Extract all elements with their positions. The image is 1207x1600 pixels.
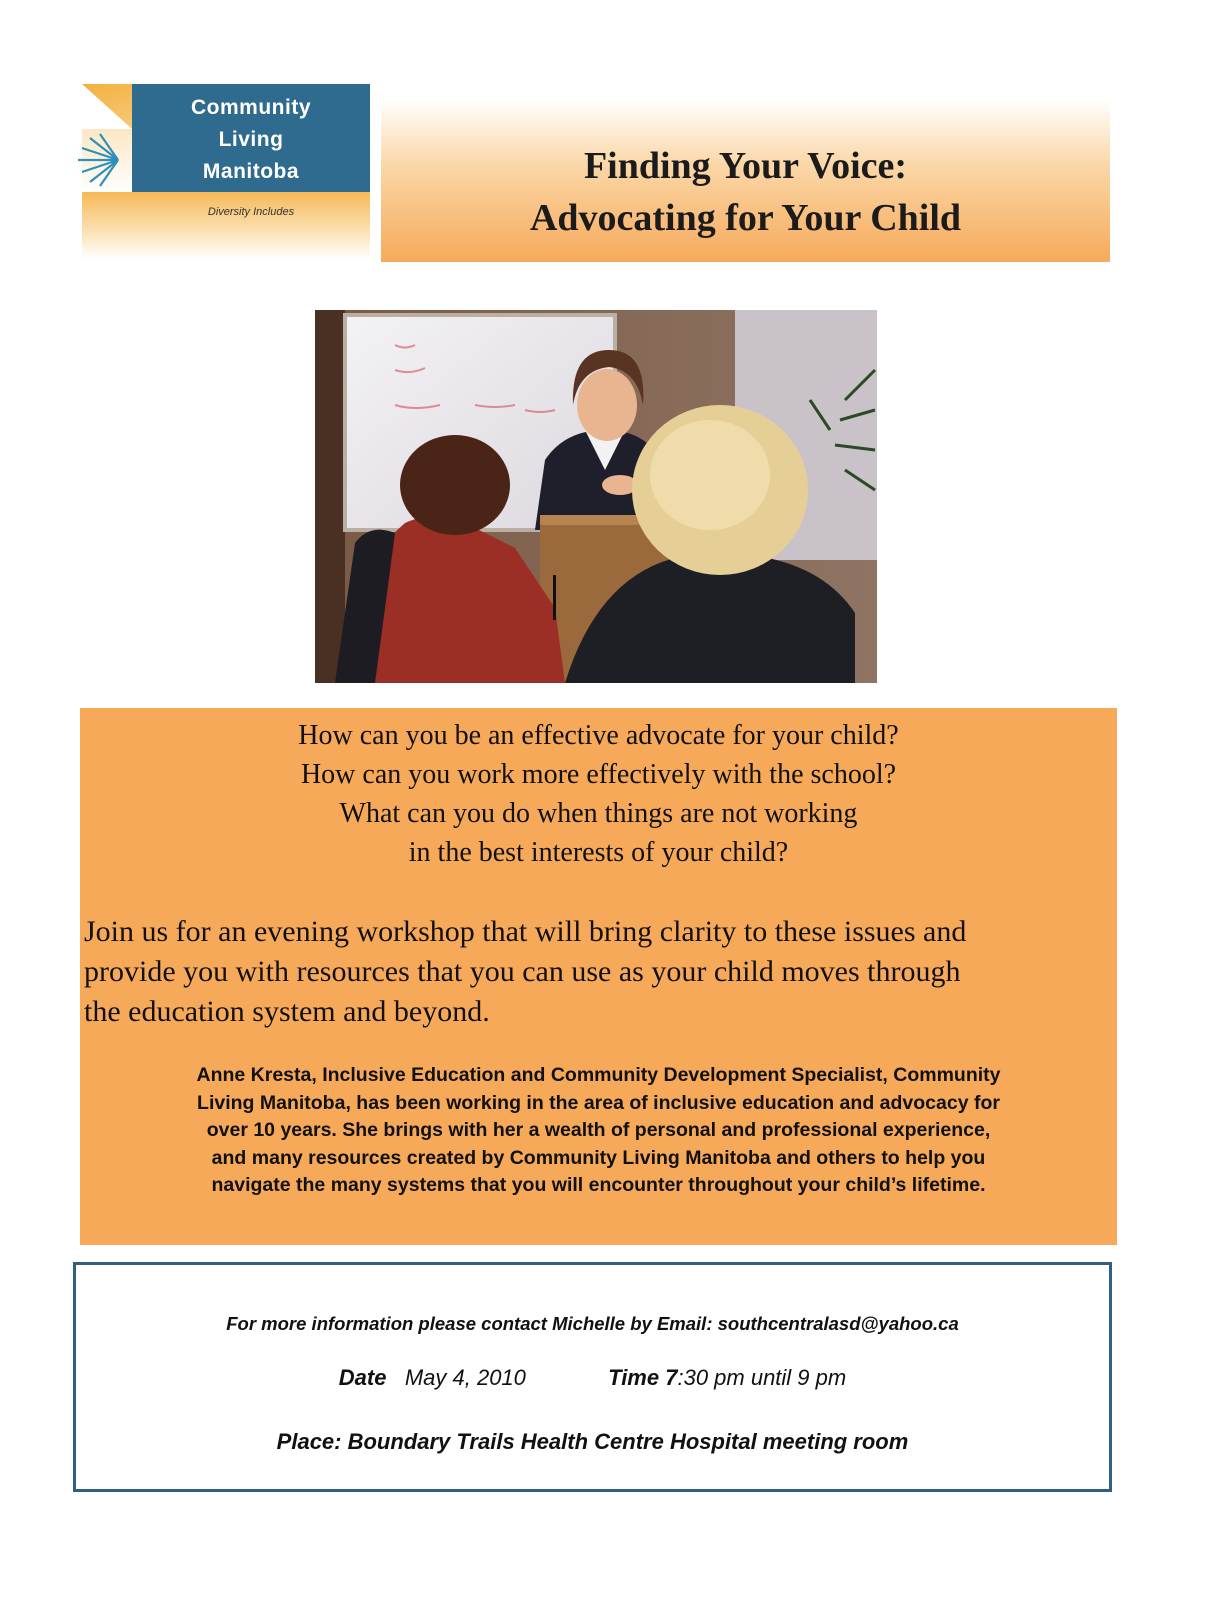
question-line: What can you do when things are not working bbox=[339, 798, 858, 829]
logo-line-manitoba: Manitoba bbox=[202, 160, 300, 183]
community-living-manitoba-logo bbox=[80, 84, 370, 259]
title-line-1: Finding Your Voice: bbox=[583, 145, 908, 187]
workshop-info-panel bbox=[80, 708, 1117, 1245]
presenter-with-audience-illustration bbox=[315, 310, 877, 683]
date-value: May 4, 2010 bbox=[404, 1365, 526, 1390]
place-row: Place: Boundary Trails Health Centre Hospital meeting room bbox=[276, 1429, 909, 1454]
workshop-questions bbox=[80, 716, 1117, 872]
logo-gold-corner bbox=[82, 84, 132, 129]
logo-tagline: Diversity Includes bbox=[207, 206, 295, 218]
question-line: How can you be an effective advocate for your child? bbox=[298, 720, 899, 751]
logo-gold-band bbox=[82, 192, 370, 259]
logo-burst-icon bbox=[74, 132, 122, 188]
presenter-bio bbox=[88, 1062, 1109, 1200]
workshop-invitation bbox=[84, 912, 1109, 1032]
contact-info: For more information please contact Michelle by Email: southcentralasd@yahoo.ca bbox=[226, 1313, 959, 1334]
invite-line: provide you with resources that you can use as your child moves through bbox=[84, 955, 961, 988]
question-line: in the best interests of your child? bbox=[408, 837, 789, 868]
time-label: Time 7 bbox=[608, 1365, 678, 1390]
bio-line: Living Manitoba, has been working in the area of inclusive education and advocacy for bbox=[197, 1091, 1000, 1114]
title-line-2: Advocating for Your Child bbox=[529, 197, 962, 239]
bio-line: and many resources created by Community Living Manitoba and others to help you bbox=[211, 1146, 986, 1169]
logo-line-living: Living bbox=[218, 128, 284, 151]
bio-line: over 10 years. She brings with her a wealth of personal and professional experience, bbox=[206, 1119, 991, 1141]
invite-line: Join us for an evening workshop that will bring clarity to these issues and bbox=[84, 915, 967, 948]
question-line: How can you work more effectively with the school? bbox=[300, 759, 897, 790]
title-banner bbox=[381, 100, 1110, 262]
bio-line: navigate the many systems that you will encounter throughout your child’s lifetime. bbox=[211, 1174, 986, 1196]
bio-line: Anne Kresta, Inclusive Education and Community Development Specialist, Community bbox=[196, 1064, 1001, 1086]
date-time-row bbox=[76, 1365, 1109, 1391]
logo-wordmark bbox=[132, 92, 370, 188]
invite-line: the education system and beyond. bbox=[84, 995, 490, 1028]
time-value: :30 pm until 9 pm bbox=[677, 1365, 847, 1390]
workshop-photo bbox=[315, 310, 877, 683]
page-title bbox=[381, 140, 1110, 244]
contact-details-box bbox=[73, 1262, 1112, 1492]
date-label: Date bbox=[338, 1365, 387, 1390]
logo-line-community: Community bbox=[191, 96, 311, 119]
